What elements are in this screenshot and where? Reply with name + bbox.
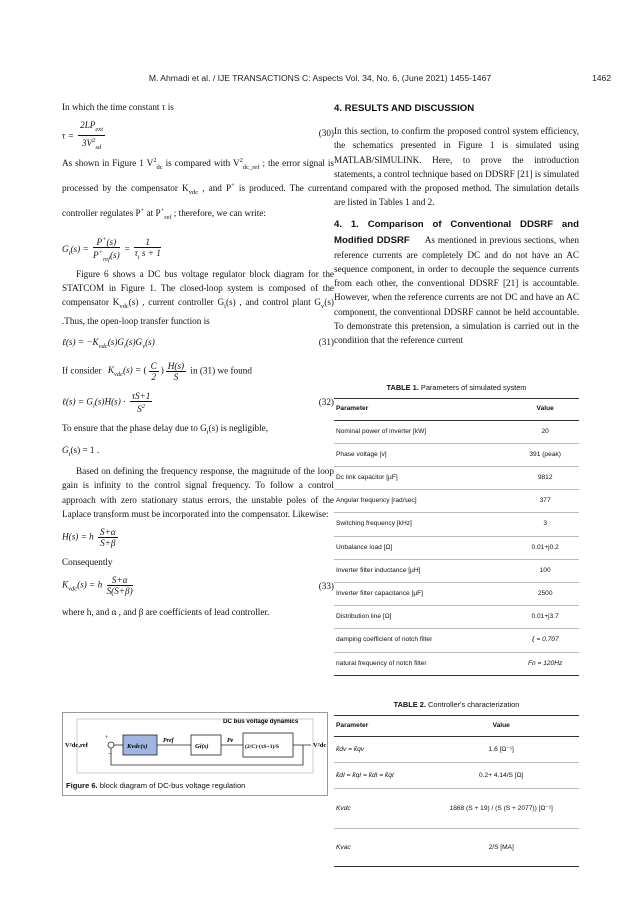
column-header: Parameter: [334, 716, 423, 737]
table-row: Switching frequency [kHz] 3: [334, 513, 579, 536]
signal-pref: Pref: [163, 738, 174, 744]
equation-current-loop: $G_i(s)$ = $\frac{P^+(s)}{P^+_{ref}(s)}$ = $\frac{1}{\tau_i s + 1}$: [62, 235, 161, 263]
table-row: Kvac 2/S [MA]: [334, 829, 579, 867]
paragraph: 4. 1. Comparison of Conventional DDSRF and Modified DDSRF As mentioned in previous sections, when reference currents are completely DC and do not have an AC sequence component, in order to decouple the sequence currents from each other, the conventional DDSRF [21] is accountable. However, when the reference currents are not DC and have an AC component, the conventional DDSRF cannot be held accountable. To demonstrate this pretension, a simulation is carried out in the condition that the reference current: [334, 219, 579, 346]
paragraph: In which the time constant τ is: [62, 102, 174, 112]
paragraph: Based on defining the frequency response, the magnitude of the loop gain is infinity to the control signal frequency. To follow a control approach with zero stationary status errors, the unstable poles of the Laplace transform must be incorporated into the compensator. Likewise:: [62, 466, 334, 519]
table-row: damping coefficient of notch filter ξ = 0.707: [334, 629, 579, 652]
compensator-label: Kvdc(s): [127, 743, 148, 750]
equation-number: (32): [318, 396, 334, 407]
input-label: V²dc,ref: [65, 742, 88, 749]
page-number: 1462: [592, 73, 612, 83]
table-row: Distribution line [Ω] 0.01+j3.7: [334, 606, 579, 629]
table-caption: TABLE 2. Controller's characterization: [393, 699, 520, 709]
subsection-heading: 4. 1. Comparison of Conventional DDSRF and Modified DDSRF: [334, 219, 579, 246]
plus-sign: +: [105, 735, 109, 741]
table-1: [334, 381, 579, 676]
current-controller-label: Gi(s): [195, 743, 209, 750]
equation-h: H(s) = h $\frac{S+\alpha}{S+\beta}$: [62, 526, 116, 548]
table-2: [334, 698, 579, 867]
paragraph: Figure 6 shows a DC bus voltage regulator block diagram for the STATCOM in Figure 1. The closed-loop system is composed of the compensator $K_{vdc}(s)$ , current controller $G_i(s)$ , and control plant $G_v(s)$ .Thus, the open-loop transfer function is: [62, 268, 334, 327]
right-column: [334, 100, 579, 867]
paragraph: To ensure that the phase delay due to $G_i(s)$ is negligible, $G_i(s) = 1$ .: [62, 422, 269, 459]
paragraph: Consequently: [62, 556, 113, 567]
equation-33: $K_{vdc}(s) = h$ $\frac{S+\alpha}{S(S+\beta)}$ (33): [62, 575, 334, 597]
equation-32: ℓ(s) = $G_i(s)H(s)$ · $\frac{\tau S+1}{S^2}$ (32): [62, 390, 334, 414]
table-row: Inverter filter inductance [µH] 100: [334, 559, 579, 582]
output-label: V²dc: [313, 742, 327, 749]
table-row: Unbalance load [Ω] 0.01+j0.2: [334, 536, 579, 559]
controller-table: [334, 715, 579, 867]
plant-label: (2/C)·(τS+1)/S: [245, 744, 280, 750]
table-row: Inverter filter capacitance [µF] 2500: [334, 583, 579, 606]
consider-line: If consider $K_{vdc}(s)$ = ( $\frac{C}{2}$ ) $\frac{H(s)}{S}$ in (31) we found: [62, 360, 252, 382]
column-header: Parameter: [334, 399, 511, 420]
table-row: Angular frequency [rad/sec] 377: [334, 490, 579, 513]
summing-junction: [108, 742, 114, 748]
parameters-table: [334, 398, 579, 675]
block-diagram: [63, 713, 329, 783]
figure-caption: Figure 6. block diagram of DC-bus voltage regulation: [66, 781, 246, 790]
column-header: Value: [423, 716, 579, 737]
table-row: Phase voltage [v] 391 (peak): [334, 443, 579, 466]
equation-number: (33): [318, 581, 334, 592]
paragraph: where h, and α , and β are coefficients of lead controller.: [62, 607, 270, 618]
paragraph: As shown in Figure 1 $V^2_{dc}$ is compared with $V^2_{dc\_ref}$ ; the error signal is processed by the compensator $K_{vdc}$ , and P+ is produced. The current controller regulates P+ at $P^+_{ref}$ ; therefore, we can write:: [62, 157, 335, 221]
running-title: M. Ahmadi et al. / IJE TRANSACTIONS C: Aspects Vol. 34, No. 6, (June 2021) 1455-1467: [148, 73, 492, 83]
minus-sign: −: [108, 750, 112, 758]
equation-31: ℓ(s) = $-K_{vdc}(s)G_i(s)G_v(s)$ (31): [62, 336, 334, 350]
table-row: Kvdc 1868 (S + 19) / (S (S + 2077)) [Ω⁻¹]: [334, 789, 579, 829]
equation-number: (30): [318, 128, 334, 139]
table-row: Nominal power of inverter [kW] 20: [334, 420, 579, 443]
table-row: Dc link capacitor [µF] 9812: [334, 467, 579, 490]
table-caption: TABLE 1. Parameters of simulated system: [386, 383, 527, 393]
left-column: [62, 100, 334, 619]
signal-pe: Pe: [227, 738, 234, 744]
equation-number: (31): [318, 336, 334, 347]
table-row: k̄dv = k̄qv 1.6 [Ω⁻¹]: [334, 737, 579, 763]
section-heading: 4. RESULTS AND DISCUSSION: [334, 103, 475, 114]
column-header: Value: [511, 399, 579, 420]
table-row: k̄dI = k̄qI = k̄dI = k̄qI 0.2+ 4.14/S [Ω]: [334, 763, 579, 789]
figure-title: DC bus voltage dynamics: [223, 718, 299, 725]
table-row: natural frequency of notch filter Fn = 120Hz: [334, 652, 579, 675]
equation-30: τ = $\frac{2LP_{ext}}{3V^2_{sd}}$ (30): [62, 120, 334, 151]
paragraph: In this section, to confirm the proposed control system efficiency, the schematics presented in Figure 1 is simulated using MATLAB/SIMULINK. Here, to prove the introduction statements, a control technique based on DDSRF [21] is simulated and compared with the proposed method. The simulation details are listed in Tables 1 and 2.: [334, 126, 579, 208]
